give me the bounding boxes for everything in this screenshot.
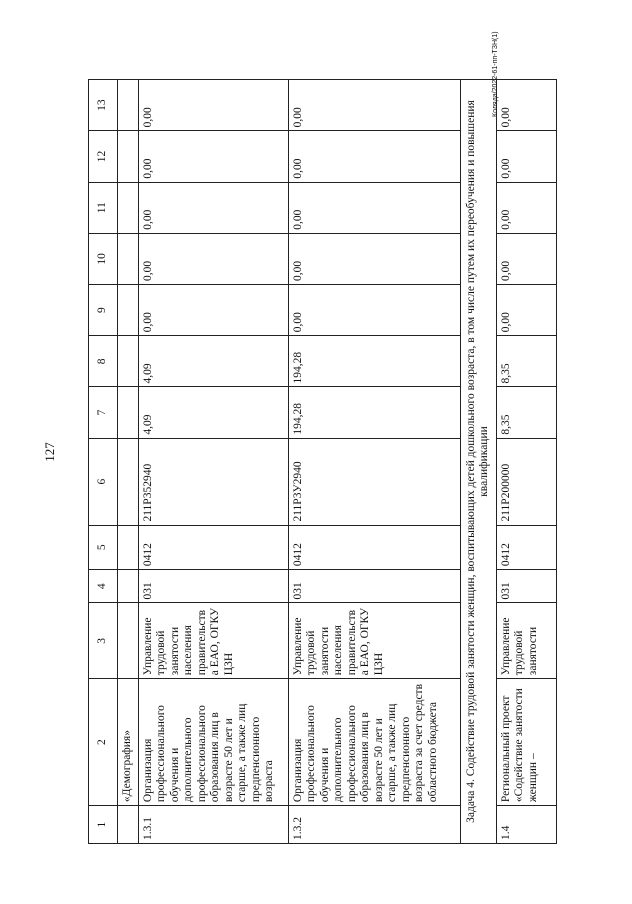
header-col-10: 10 [89, 233, 118, 284]
header-col-3: 3 [89, 603, 118, 679]
row-value-11: 0,00 [138, 182, 288, 233]
header-col-7: 7 [89, 387, 118, 438]
row-value-13: 0,00 [496, 80, 556, 131]
row-number: 1.3.1 [138, 806, 288, 844]
row-value-13: 0,00 [288, 80, 460, 131]
header-col-5: 5 [89, 525, 118, 570]
row-executor: Управление трудовой занятости населения правительства ЕАО, ОГКУ ЦЗН [288, 603, 460, 679]
header-col-9: 9 [89, 285, 118, 336]
row-code-section: 0412 [496, 525, 556, 570]
continuation-text: «Демография» [118, 679, 139, 806]
row-value-7: 8,35 [496, 387, 556, 438]
row-value-10: 0,00 [288, 233, 460, 284]
row-value-7: 4,09 [138, 387, 288, 438]
header-col-13: 13 [89, 80, 118, 131]
row-value-8: 8,35 [496, 336, 556, 387]
row-value-11: 0,00 [288, 182, 460, 233]
row-code-grbs: 031 [138, 570, 288, 603]
row-number: 1.3.2 [288, 806, 460, 844]
row-code-grbs: 031 [496, 570, 556, 603]
row-code-section: 0412 [138, 525, 288, 570]
row-value-10: 0,00 [138, 233, 288, 284]
row-value-13: 0,00 [138, 80, 288, 131]
row-value-9: 0,00 [496, 285, 556, 336]
row-executor: Управление трудовой занятости населения правительства ЕАО, ОГКУ ЦЗН [138, 603, 288, 679]
row-code-section: 0412 [288, 525, 460, 570]
row-value-9: 0,00 [288, 285, 460, 336]
row-value-11: 0,00 [496, 182, 556, 233]
row-value-12: 0,00 [138, 131, 288, 182]
row-code-target: 211P3У2940 [288, 438, 460, 525]
row-value-8: 4,09 [138, 336, 288, 387]
task-text: Задача 4. Содействие трудовой занятости женщин, воспитывающих детей дошкольного возраста, в том числе путем их переобучения и повышения квалификации [460, 80, 496, 844]
row-code-target: 211P352940 [138, 438, 288, 525]
header-col-8: 8 [89, 336, 118, 387]
row-name: Организация профессионального обучения и дополнительного профессионального образования лиц в возрасте 50 лет и старше, а также лиц предпенсионного возраста [138, 679, 288, 806]
header-col-2: 2 [89, 679, 118, 806]
header-col-12: 12 [89, 131, 118, 182]
row-executor: Управление трудовой занятости [496, 603, 556, 679]
row-code-target: 211P200000 [496, 438, 556, 525]
header-col-4: 4 [89, 570, 118, 603]
header-col-6: 6 [89, 438, 118, 525]
document-code: Коляда/2022-61-пп-ТЗН(1) [492, 31, 499, 117]
table-row [138, 80, 288, 844]
table-row [496, 80, 556, 844]
row-value-7: 194,28 [288, 387, 460, 438]
table-row [288, 80, 460, 844]
row-value-9: 0,00 [138, 285, 288, 336]
row-name: Организация профессионального обучения и дополнительного профессионального образования лиц в возрасте 50 лет и старше, а также лиц предпенсионного возраста за счет средств областного бюджета [288, 679, 460, 806]
row-value-12: 0,00 [496, 131, 556, 182]
row-name: Региональный проект «Содействие занятости женщин – [496, 679, 556, 806]
row-code-grbs: 031 [288, 570, 460, 603]
task-row [460, 80, 496, 844]
budget-table-rotated [88, 79, 588, 844]
page-number: 127 [42, 442, 57, 462]
continuation-row [118, 80, 139, 844]
header-col-11: 11 [89, 182, 118, 233]
header-col-1: 1 [89, 806, 118, 844]
row-value-12: 0,00 [288, 131, 460, 182]
row-value-8: 194,28 [288, 336, 460, 387]
row-value-10: 0,00 [496, 233, 556, 284]
header-row [89, 80, 118, 844]
budget-table [88, 79, 557, 844]
row-number: 1.4 [496, 806, 556, 844]
